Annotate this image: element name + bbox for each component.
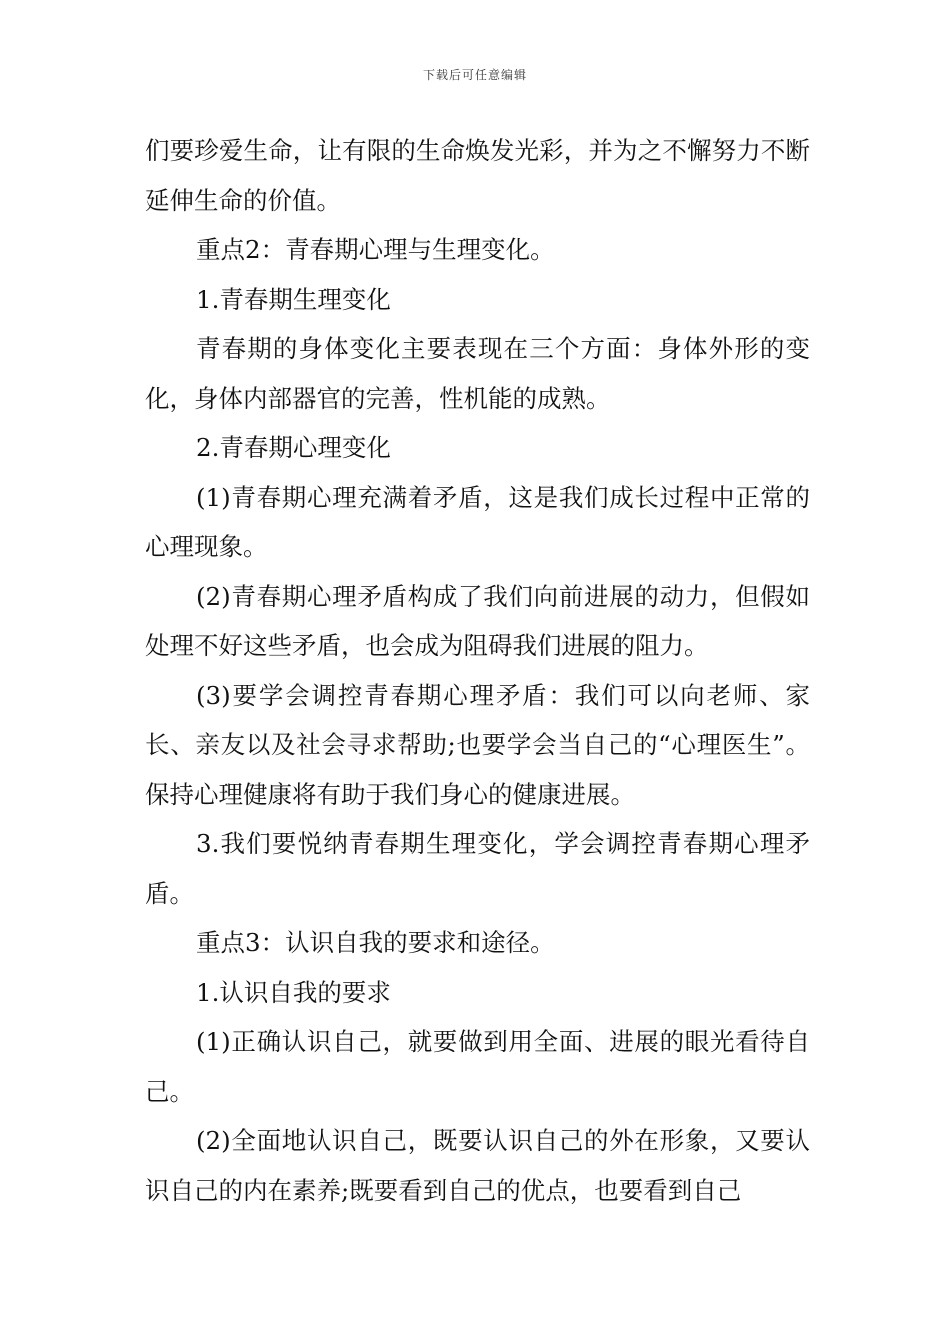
paragraph-3: 1.青春期生理变化 xyxy=(196,284,391,314)
paragraph-5: 2.青春期心理变化 xyxy=(196,433,391,462)
paragraph-8: (3)要学会调控青春期心理矛盾：我们可以向老师、家长、亲友以及社会寻求帮助;也要学会当自己的“心理医生”。保持心理健康将有助于我们身心的健康进展。 xyxy=(145,680,810,809)
paragraph-11: 1.认识自我的要求 xyxy=(196,977,391,1007)
paragraph-12: (1)正确认识自己，就要做到用全面、进展的眼光看待自己。 xyxy=(145,1027,810,1106)
paragraph-2: 重点2：青春期心理与生理变化。 xyxy=(196,235,555,264)
paragraph-13: (2)全面地认识自己，既要认识自己的外在形象，又要认识自己的内在素养;既要看到自己的优点，也要看到自己 xyxy=(145,1126,810,1205)
paragraph-6: (1)青春期心理充满着矛盾，这是我们成长过程中正常的心理现象。 xyxy=(145,482,810,561)
paragraph-9: 3.我们要悦纳青春期生理变化，学会调控青春期心理矛盾。 xyxy=(145,829,810,908)
paragraph-1: 们要珍爱生命，让有限的生命焕发光彩，并为之不懈努力不断延伸生命的价值。 xyxy=(145,136,810,215)
header-note: 下载后可任意编辑 xyxy=(422,68,527,82)
paragraph-7: (2)青春期心理矛盾构成了我们向前进展的动力，但假如处理不好这些矛盾，也会成为阻碍我们进展的阻力。 xyxy=(145,581,810,660)
document-body xyxy=(145,126,810,1215)
paragraph-4: 青春期的身体变化主要表现在三个方面：身体外形的变化，身体内部器官的完善，性机能的成熟。 xyxy=(145,334,810,413)
paragraph-10: 重点3：认识自我的要求和途径。 xyxy=(196,928,555,957)
